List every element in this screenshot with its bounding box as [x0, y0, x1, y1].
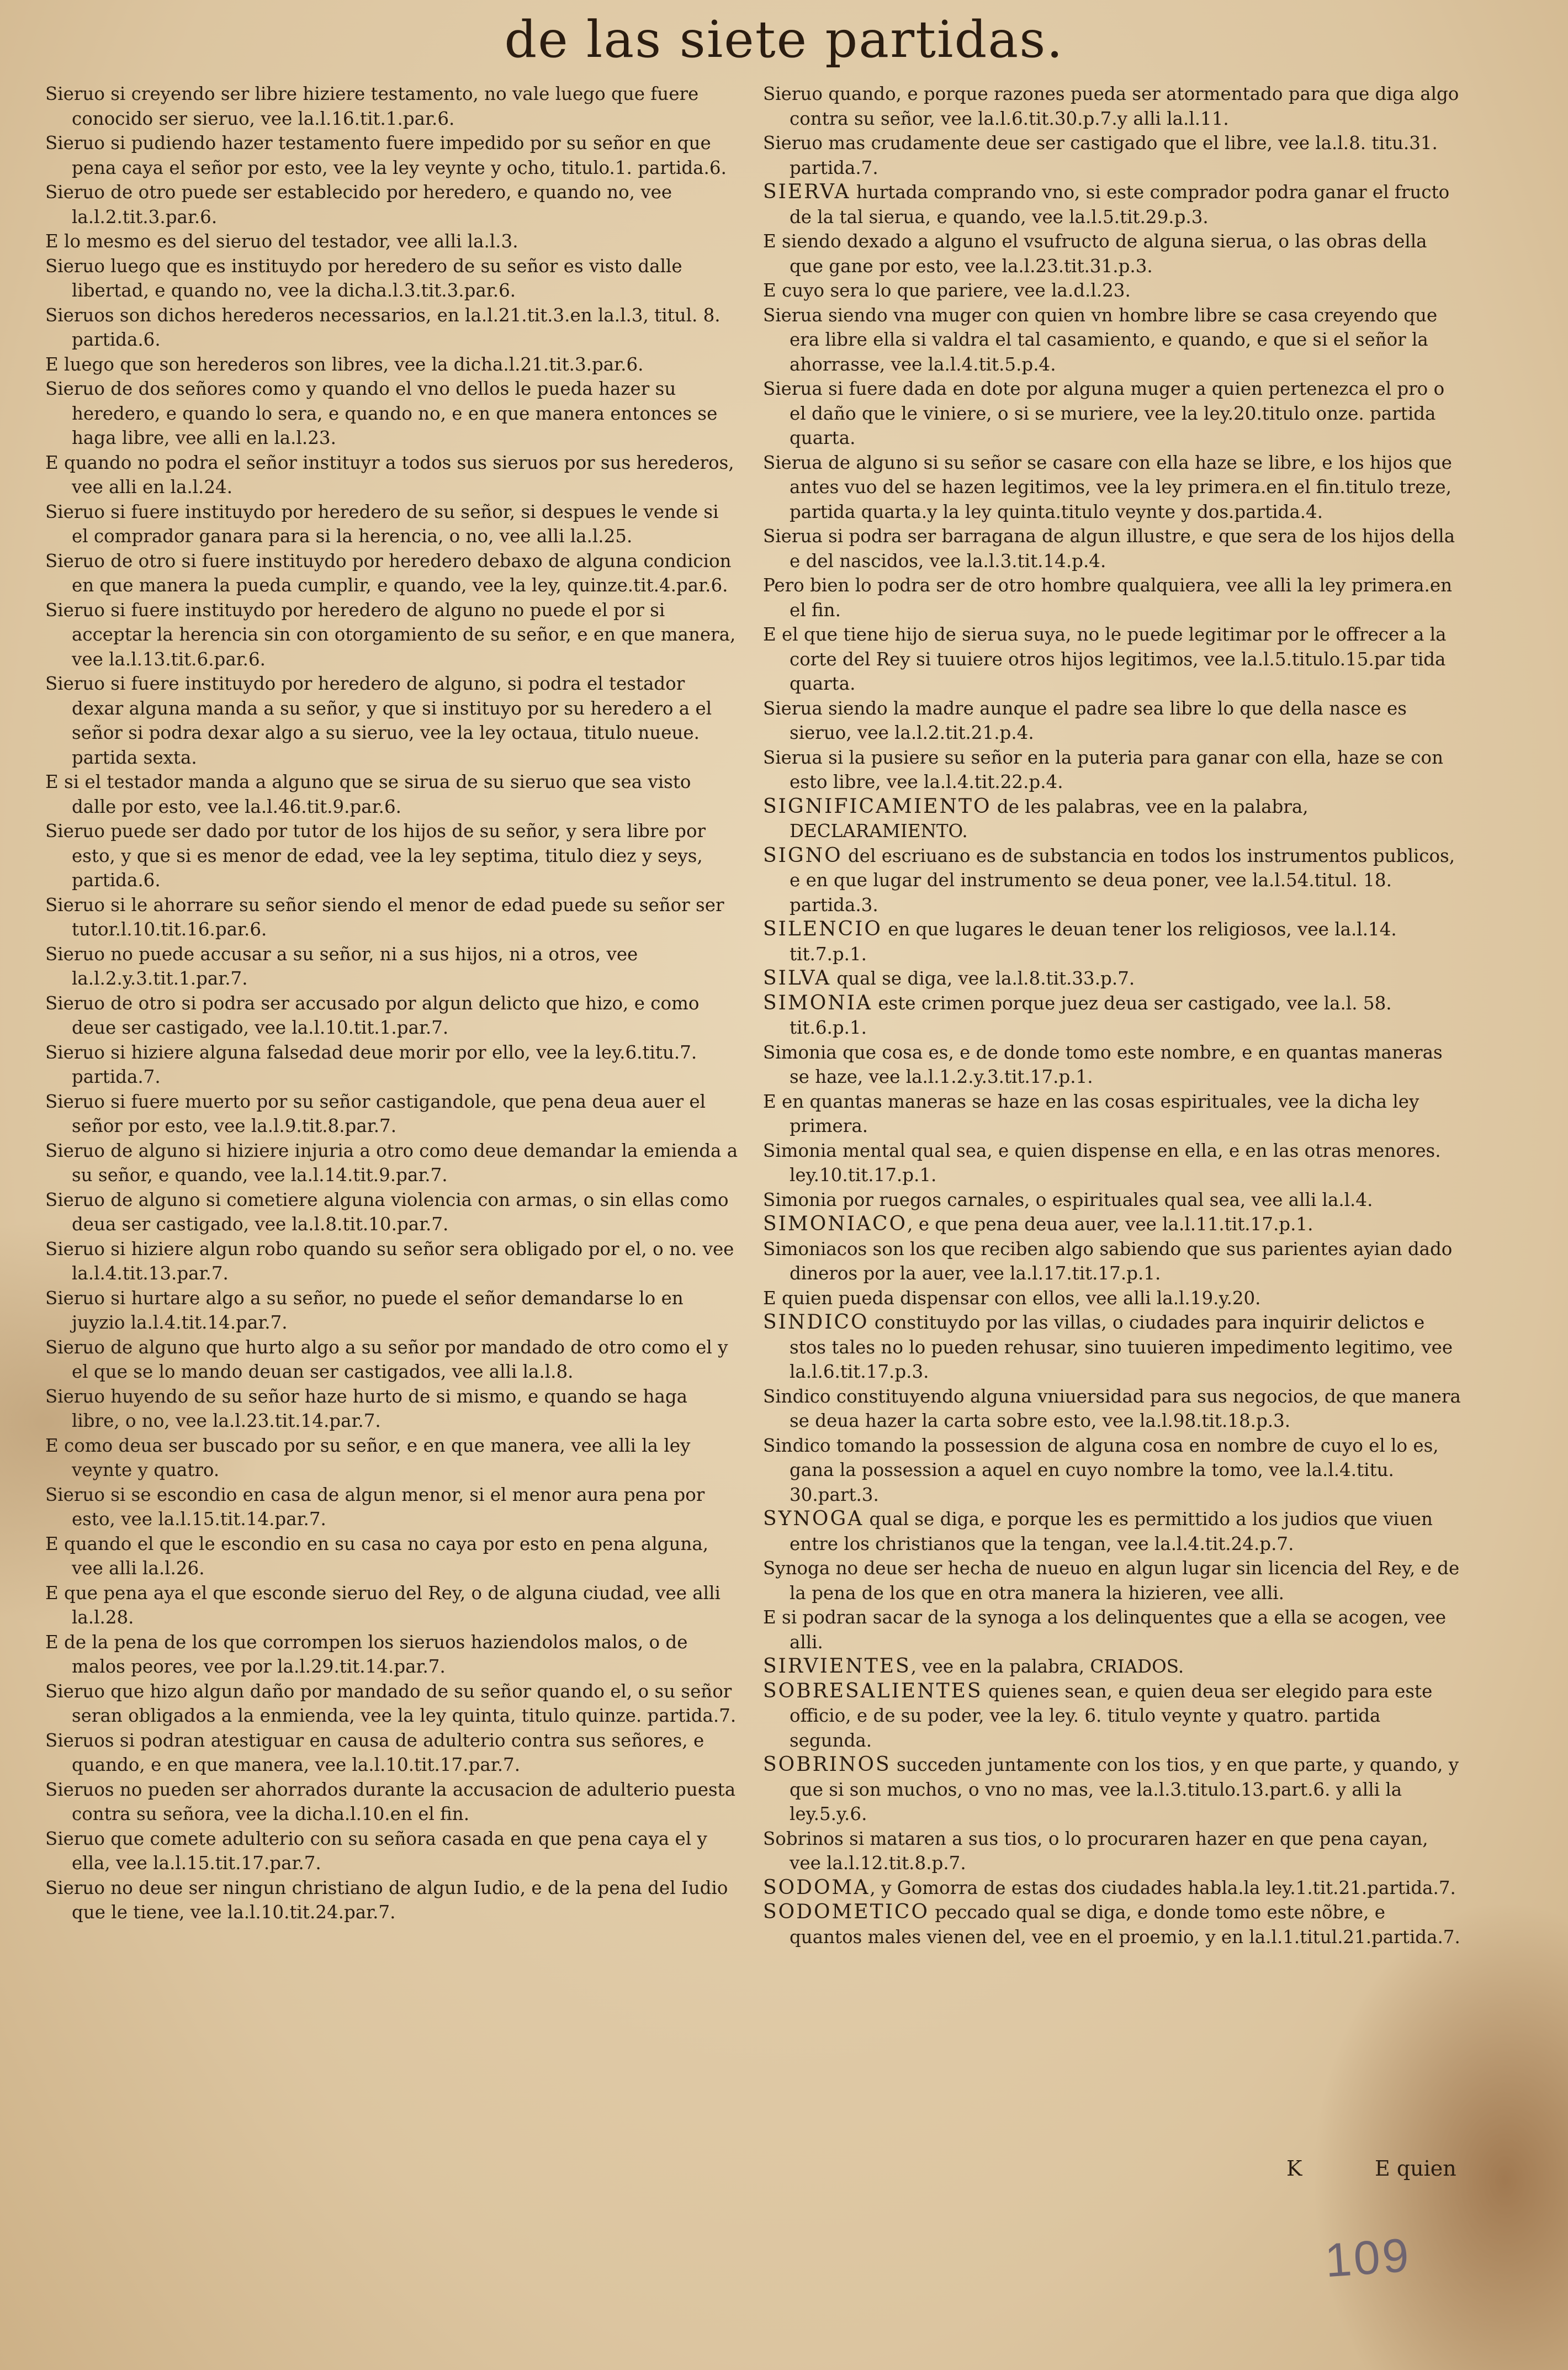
index-entry: Sieruo de alguno si cometiere alguna violencia con armas, o sin ellas como deua ser castigado, vee la.l.8.tit.10.par.7.: [45, 1189, 729, 1235]
entry-text: Sieruo quando, e porque razones pueda ser atormentado para que diga algo contra su señor, vee la.l.6.tit.30.p.7.y alli la.l.11.: [763, 83, 1459, 129]
entry-text: Sierua siendo la madre aunque el padre sea libre lo que della nasce es sieruo, vee la.l.2.tit.21.p.4.: [763, 697, 1407, 743]
index-entry: [763, 991, 1463, 1040]
entry-headword: SODOMETICO: [763, 1901, 929, 1923]
entry-text: Pero bien lo podra ser de otro hombre qualquiera, vee alli la ley primera.en el fin.: [763, 575, 1453, 621]
index-entry: [763, 1556, 1463, 1605]
index-entry: [763, 82, 1463, 131]
index-entry: Sieruo si fuere muerto por su señor castigandole, que pena deua auer el señor por esto, vee la.l.9.tit.8.par.7.: [45, 1091, 706, 1136]
entry-text: del escriuano es de substancia en todos los instrumentos publicos, e en que lugar del instrumento se deua poner, vee la.l.54.titul. 18. partida.3.: [790, 845, 1455, 916]
index-entry: Sieruo si hiziere alguna falsedad deue morir por ello, vee la ley.6.titu.7. partida.7.: [45, 1041, 697, 1087]
entry-text: Simonia que cosa es, e de donde tomo este nombre, e en quantas maneras se haze, vee la.l.1.2.y.3.tit.17.p.1.: [763, 1041, 1443, 1087]
left-column: [45, 82, 738, 1925]
entry-headword: SILENCIO: [763, 918, 882, 940]
index-entry: Sieruo que hizo algun daño por mandado de su señor quando el, o su señor seran obligados a la enmienda, vee la ley quinta, titulo quinze. partida.7.: [45, 1680, 737, 1726]
index-entry: [763, 622, 1463, 696]
index-entry: [763, 1507, 1463, 1556]
index-entry: Sieruo de dos señores como y quando el vno dellos le pueda hazer su heredero, e quando lo sera, e quando no, e en que manera entonces se haga libre, vee alli en la.l.23.: [45, 378, 718, 448]
index-entry: Sieruo de otro si fuere instituydo por heredero debaxo de alguna condicion en que manera la pueda cumplir, e quando, vee la ley, quinze.tit.4.par.6.: [45, 550, 732, 596]
index-entry: Sieruo no puede accusar a su señor, ni a sus hijos, ni a otros, vee la.l.2.y.3.tit.1.par.7.: [45, 943, 638, 989]
index-entry: Sieruo si pudiendo hazer testamento fuere impedido por su señor en que pena caya el señor por esto, vee la ley veynte y ocho, titulo.1. partida.6.: [45, 133, 727, 178]
index-entry: [763, 1286, 1463, 1311]
entry-text: , vee en la palabra, CRIADOS.: [910, 1656, 1184, 1677]
index-entry: E luego que son herederos son libres, vee la dicha.l.21.tit.3.par.6.: [45, 353, 644, 375]
entry-text: E si podran sacar de la synoga a los delinquentes que a ella se acogen, vee alli.: [763, 1607, 1447, 1653]
index-entry: [763, 795, 1463, 844]
index-entry: E que pena aya el que esconde sieruo del Rey, o de alguna ciudad, vee alli la.l.28.: [45, 1582, 721, 1628]
index-entry: [763, 131, 1463, 180]
index-entry: E quando el que le escondio en su casa no caya por esto en pena alguna, vee alli la.l.26.: [45, 1533, 709, 1579]
index-entry: Sieruo no deue ser ningun christiano de algun Iudio, e de la pena del Iudio que le tiene, vee la.l.10.tit.24.par.7.: [45, 1877, 728, 1923]
index-entry: [763, 303, 1463, 377]
index-entry: [763, 1900, 1463, 1949]
entry-text: E el que tiene hijo de sierua suya, no le puede legitimar por le offrecer a la corte del Rey si tuuiere otros hijos legitimos, vee la.l.5.titulo.15.par tida quarta.: [763, 624, 1447, 694]
entry-text: Sindico constituyendo alguna vniuersidad para sus negocios, de que manera se deua hazer la carta sobre esto, vee la.l.98.tit.18.p.3.: [763, 1385, 1461, 1431]
running-header: de las siete partidas.: [504, 10, 1064, 69]
index-entry: [763, 1876, 1463, 1901]
index-entry: [763, 1679, 1463, 1753]
entry-text: Sierua si podra ser barragana de algun illustre, e que sera de los hijos della e del nascidos, vee la.l.3.tit.14.p.4.: [763, 526, 1455, 572]
index-entry: E lo mesmo es del sieruo del testador, vee alli la.l.3.: [45, 231, 518, 252]
entry-text: Synoga no deue ser hecha de nueuo en algun lugar sin licencia del Rey, e de la pena de los que en otra manera la hizieren, vee alli.: [763, 1558, 1460, 1604]
index-entry: E como deua ser buscado por su señor, e en que manera, vee alli la ley veynte y quatro.: [45, 1435, 691, 1480]
entry-text: Sierua de alguno si su señor se casare con ella haze se libre, e los hijos que antes vuo del se hazen legitimos, vee la ley primera.en el fin.titulo treze, partida quarta.y la ley quinta.titulo veynte y dos.partida.4.: [763, 452, 1452, 522]
index-entry: [763, 966, 1463, 991]
index-entry: [763, 1605, 1463, 1654]
index-entry: [763, 1237, 1463, 1286]
index-entry: [763, 1433, 1463, 1507]
index-entry: Sieruo si fuere instituydo por heredero de su señor, si despues le vende si el comprador ganara para si la herencia, o no, vee alli la.l.25.: [45, 501, 719, 547]
entry-text: E quien pueda dispensar con ellos, vee alli la.l.19.y.20.: [763, 1287, 1261, 1309]
index-entry: [763, 524, 1463, 573]
index-entry: Sieruos son dichos herederos necessarios, en la.l.21.tit.3.en la.l.3, titul. 8. partida.6.: [45, 304, 721, 350]
index-entry: [763, 696, 1463, 745]
entry-headword: SIGNO: [763, 844, 843, 867]
entry-headword: SIRVIENTES: [763, 1655, 911, 1678]
index-entry: Sieruo si fuere instituydo por heredero de alguno no puede el por si acceptar la herencia sin con otorgamiento de su señor, e en que manera, vee la.l.13.tit.6.par.6.: [45, 599, 736, 670]
entry-text: este crimen porque juez deua ser castigado, vee la.l. 58. tit.6.p.1.: [790, 992, 1392, 1038]
entry-headword: SIERVA: [763, 181, 851, 203]
index-entry: [763, 1384, 1463, 1433]
index-entry: Sieruo luego que es instituydo por heredero de su señor es visto dalle libertad, e quando no, vee la dicha.l.3.tit.3.par.6.: [45, 255, 682, 301]
entry-headword: SIMONIA: [763, 991, 872, 1014]
entry-text: Sobrinos si mataren a sus tios, o lo procuraren hazer en que pena cayan, vee la.l.12.tit.8.p.7.: [763, 1828, 1428, 1874]
index-entry: Sieruo huyendo de su señor haze hurto de si mismo, e quando se haga libre, o no, vee la.l.23.tit.14.par.7.: [45, 1385, 688, 1431]
index-entry: [763, 917, 1463, 966]
right-column: [763, 82, 1463, 1949]
entry-text: Sieruo mas crudamente deue ser castigado que el libre, vee la.l.8. titu.31. partida.7.: [763, 133, 1438, 178]
entry-text: Simoniacos son los que reciben algo sabiendo que sus parientes ayian dado dineros por la auer, vee la.l.17.tit.17.p.1.: [763, 1238, 1453, 1284]
index-entry: Sieruo si hiziere algun robo quando su señor sera obligado por el, o no. vee la.l.4.tit.13.par.7.: [45, 1238, 734, 1284]
entry-headword: SYNOGA: [763, 1507, 864, 1530]
index-entry: Sieruo de otro puede ser establecido por heredero, e quando no, vee la.l.2.tit.3.par.6.: [45, 182, 672, 228]
entry-text: E en quantas maneras se haze en las cosas espirituales, vee la dicha ley primera.: [763, 1091, 1419, 1136]
entry-text: E siendo dexado a alguno el vsufructo de alguna sierua, o las obras della que gane por esto, vee la.l.23.tit.31.p.3.: [763, 231, 1427, 277]
entry-text: Sierua si fuere dada en dote por alguna muger a quien pertenezca el pro o el daño que le viniere, o si se muriere, vee la ley.20.titulo onze. partida quarta.: [763, 378, 1445, 448]
index-entry: [763, 1188, 1463, 1213]
entry-text: , e que pena deua auer, vee la.l.11.tit.17.p.1.: [907, 1214, 1313, 1235]
entry-text: Sierua siendo vna muger con quien vn hombre libre se casa creyendo que era libre ella si valdra el tal casamiento, e quando, e que si el señor la ahorrasse, vee la.l.4.tit.5.p.4.: [763, 304, 1438, 375]
entry-headword: SIGNIFICAMIENTO: [763, 795, 992, 818]
entry-headword: SOBRINOS: [763, 1753, 891, 1776]
index-entry: [763, 1212, 1463, 1237]
index-entry: E si el testador manda a alguno que se sirua de su sieruo que sea visto dalle por esto, vee la.l.46.tit.9.par.6.: [45, 771, 691, 817]
entry-text: E cuyo sera lo que pariere, vee la.d.l.23.: [763, 280, 1131, 301]
entry-text: constituydo por las villas, o ciudades para inquirir delictos e stos tales no lo pueden rehusar, sino tuuieren impedimento legitimo, vee la.l.6.tit.17.p.3.: [790, 1312, 1453, 1382]
index-entry: Sieruo de alguno que hurto algo a su señor por mandado de otro como el y el que se lo mando deuan ser castigados, vee alli la.l.8.: [45, 1336, 728, 1382]
index-entry: Sieruo si le ahorrare su señor siendo el menor de edad puede su señor ser tutor.l.10.tit.16.par.6.: [45, 894, 724, 940]
entry-text: Sindico tomando la possession de alguna cosa en nombre de cuyo el lo es, gana la possession a aquel en cuyo nombre la tomo, vee la.l.4.titu. 30.part.3.: [763, 1435, 1439, 1505]
index-entry: [763, 451, 1463, 525]
index-entry: [763, 1654, 1463, 1679]
index-entry: [763, 1139, 1463, 1188]
index-entry: Sieruo de alguno si hiziere injuria a otro como deue demandar la emienda a su señor, e quando, vee la.l.14.tit.9.par.7.: [45, 1140, 738, 1186]
index-entry: Sieruos no pueden ser ahorrados durante la accusacion de adulterio puesta contra su señora, vee la dicha.l.10.en el fin.: [45, 1779, 736, 1824]
entry-text: hurtada comprando vno, si este comprador podra ganar el fructo de la tal sierua, e quando, vee la.l.5.tit.29.p.3.: [790, 182, 1450, 228]
entry-text: qual se diga, vee la.l.8.tit.33.p.7.: [831, 968, 1135, 989]
entry-text: en que lugares le deuan tener los religiosos, vee la.l.14. tit.7.p.1.: [790, 919, 1397, 965]
entry-text: qual se diga, e porque les es permittido a los judios que viuen entre los christianos que la tengan, vee la.l.4.tit.24.p.7.: [790, 1509, 1433, 1554]
index-entry: E quando no podra el señor instituyr a todos sus sieruos por sus herederos, vee alli en la.l.24.: [45, 452, 734, 498]
entry-text: peccado qual se diga, e donde tomo este nõbre, e quantos males vienen del, vee en el proemio, y en la.l.1.titul.21.partida.7.: [790, 1902, 1460, 1948]
catchword: E quien: [1375, 2156, 1456, 2181]
entry-headword: SOBRESALIENTES: [763, 1679, 983, 1702]
signature-mark: K: [1286, 2156, 1302, 2181]
entry-text: Simonia mental qual sea, e quien dispense en ella, e en las otras menores. ley.10.tit.17.p.1.: [763, 1140, 1441, 1186]
entry-headword: SINDICO: [763, 1311, 869, 1334]
index-entry: Sieruo si creyendo ser libre hiziere testamento, no vale luego que fuere conocido ser sieruo, vee la.l.16.tit.1.par.6.: [45, 83, 699, 129]
entry-headword: SODOMA: [763, 1876, 870, 1899]
index-entry: [763, 1040, 1463, 1089]
index-entry: [763, 1827, 1463, 1876]
index-entry: [763, 377, 1463, 451]
entry-text: quienes sean, e quien deua ser elegido para este officio, e de su poder, vee la ley. 6. titulo veynte y quatro. partida segunda.: [790, 1680, 1433, 1751]
index-entry: [763, 278, 1463, 303]
entry-headword: SILVA: [763, 967, 831, 990]
index-entry: Sieruos si podran atestiguar en causa de adulterio contra sus señores, e quando, e en que manera, vee la.l.10.tit.17.par.7.: [45, 1729, 704, 1775]
index-entry: [763, 229, 1463, 278]
index-entry: Sieruo de otro si podra ser accusado por algun delicto que hizo, e como deue ser castigado, vee la.l.10.tit.1.par.7.: [45, 992, 700, 1038]
entry-text: , y Gomorra de estas dos ciudades habla.la ley.1.tit.21.partida.7.: [870, 1877, 1456, 1898]
entry-text: de les palabras, vee en la palabra, DECLARAMIENTO.: [790, 796, 1309, 842]
index-entry: Sieruo si hurtare algo a su señor, no puede el señor demandarse lo en juyzio la.l.4.tit.14.par.7.: [45, 1287, 684, 1333]
index-entry: [763, 573, 1463, 622]
index-entry: [763, 1089, 1463, 1139]
index-entry: Sieruo puede ser dado por tutor de los hijos de su señor, y sera libre por esto, y que si es menor de edad, vee la ley septima, titulo diez y seys, partida.6.: [45, 821, 706, 891]
index-entry: [763, 1310, 1463, 1384]
entry-headword: SIMONIACO: [763, 1213, 908, 1235]
index-entry: [763, 1753, 1463, 1827]
index-entry: [763, 180, 1463, 229]
entry-text: Sierua si la pusiere su señor en la puteria para ganar con ella, haze se con esto libre, vee la.l.4.tit.22.p.4.: [763, 747, 1444, 792]
index-entry: [763, 745, 1463, 795]
index-entry: [763, 844, 1463, 918]
entry-text: Simonia por ruegos carnales, o espirituales qual sea, vee alli la.l.4.: [763, 1189, 1373, 1210]
index-entry: Sieruo si fuere instituydo por heredero de alguno, si podra el testador dexar alguna manda a su señor, y que si instituyo por su heredero a el señor si podra dexar algo a su sieruo, vee la ley octaua, titulo nueue. partida sexta.: [45, 673, 712, 768]
handwritten-page-number: 109: [1323, 2228, 1413, 2288]
index-entry: E de la pena de los que corrompen los sieruos haziendolos malos, o de malos peores, vee por la.l.29.tit.14.par.7.: [45, 1631, 688, 1677]
entry-text: succeden juntamente con los tios, y en que parte, y quando, y que si son muchos, o vno no mas, vee la.l.3.titulo.13.part.6. y alli la ley.5.y.6.: [790, 1754, 1459, 1824]
index-entry: Sieruo si se escondio en casa de algun menor, si el menor aura pena por esto, vee la.l.15.tit.14.par.7.: [45, 1484, 705, 1530]
index-entry: Sieruo que comete adulterio con su señora casada en que pena caya el y ella, vee la.l.15.tit.17.par.7.: [45, 1828, 707, 1874]
